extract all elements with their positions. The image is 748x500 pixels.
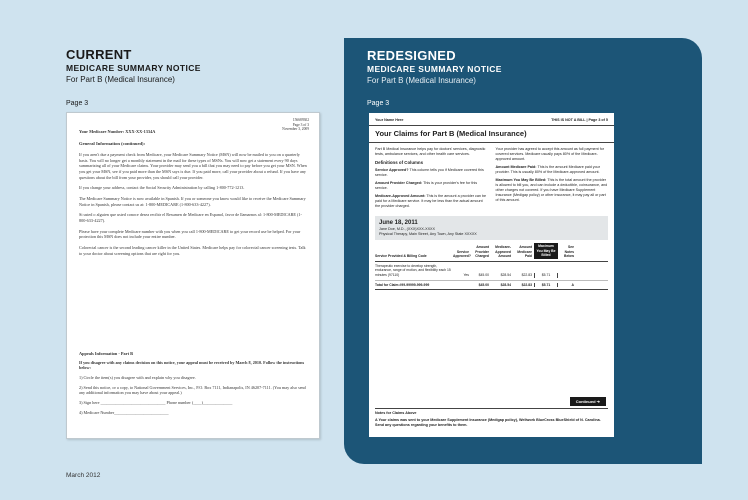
definition: [496, 147, 609, 162]
table-total-row: [375, 281, 608, 291]
table-cell: $5.71: [534, 283, 558, 288]
corner-line: November 3, 2009: [282, 127, 309, 132]
redesigned-subtitle: MEDICARE SUMMARY NOTICE: [367, 64, 502, 74]
definition-term: Maximum You May Be Billed:: [495, 178, 547, 183]
table-cell: $22.83: [521, 282, 532, 287]
footer-date: March 2012: [66, 472, 101, 479]
redesigned-part: For Part B (Medical Insurance): [367, 76, 476, 85]
table-cell: Therapeutic exercise to develop strength, endurance, range of motion, and flexibility each 15 minutes (97110): [375, 263, 451, 277]
appeals-intro: If you disagree with any claims decision on this notice, your appeal must be received by March 8, 2010. Follow the instructions below:: [79, 359, 305, 371]
corner-line: Page 3 of 3: [292, 122, 309, 127]
redesigned-notice-page: [369, 113, 614, 437]
paragraph: The Medicare Summary Notice is now available in Spanish. If you or someone you know would like to receive the Medicare Summary Notice in Spanish, please contact us at: 1-800-MEDICARE (1-800-633-4227).: [79, 196, 306, 207]
definition: [375, 194, 488, 209]
definition-text: This is the amount Medicare paid your provider. This is usually 80% of the Medicare-approved amount.: [495, 165, 600, 175]
notes-heading: Notes for Claims Above: [375, 411, 417, 415]
redesigned-page-label: Page 3: [367, 100, 390, 107]
definition-text: This is the total amount the provider is allowed to bill you, and can include a deductible, coinsurance, and other charges not covered. If you have Medicare Supplement Insurance (Medigap policy) or other insurance, it may pay all or part of this amount.: [495, 178, 608, 202]
paragraph: Colorectal cancer is the second leading cancer killer in the United States. Medicare helps pay for colorectal cancer screening tests. Talk to your doctor about screening options that are right for you.: [79, 245, 306, 256]
definition-text: This column tells you if Medicare covered this service.: [375, 168, 484, 177]
paragraph: Please have your complete Medicare number with you when you call 1-800-MEDICARE to get your record use be helped. For your protection this MSN does not include your entire number.: [79, 228, 301, 240]
claim-header: [375, 216, 608, 240]
column-header: Amount Medicare Paid: [517, 244, 532, 259]
table-cell: Yes: [463, 272, 469, 277]
definition-text: This is your provider's fee for this service.: [375, 180, 478, 190]
claims-table: [375, 240, 608, 290]
page-top-bar: [369, 113, 614, 126]
definition-text: This is the amount a provider can be paid for a Medicare service. It may be less than the actual amount the provider charged.: [375, 193, 487, 208]
corner-line: 156689302: [292, 118, 309, 122]
table-cell: A: [571, 282, 574, 287]
name-placeholder: Your Name Here: [375, 118, 404, 122]
current-page-label: Page 3: [66, 100, 89, 107]
paragraph: If you change your address, contact the Social Security Administration by calling 1-800-772-1213.: [79, 185, 245, 191]
table-cell: $5.71: [534, 273, 558, 278]
current-subtitle: MEDICARE SUMMARY NOTICE: [66, 63, 201, 73]
column-header: See Notes Below: [564, 244, 574, 259]
column-header: Medicare-Approved Amount: [495, 244, 511, 259]
definition: [375, 181, 488, 191]
column-header: Service Approved?: [453, 249, 471, 259]
appeal-step: 4) Medicare Number__________________________: [79, 409, 169, 415]
current-part: For Part B (Medical Insurance): [66, 75, 175, 84]
left-column: [375, 147, 488, 212]
appeals-heading: Appeals Information - Part B: [79, 351, 133, 356]
column-header: Amount Provider Charged: [475, 244, 489, 259]
table-header: [375, 240, 608, 262]
general-info-heading: General Information (continued):: [79, 140, 146, 146]
table-cell: Total for Claim #99-99999-999-999: [375, 282, 430, 287]
definition: [496, 165, 609, 175]
paragraph: If you aren't due a payment check from Medicare, your Medicare Summary Notice (MSN) will now be mailed to you on a quarterly basis. You will no longer get a monthly statement in the mail for these types of MSNs. You will now get a statement every 90 days summarizing all of your Medicare claims. Your provider may send you a bill that you may need to pay before you get your MSN. When you get your MSN, see if you paid more than the MSN says is due. If you paid more, call your provider about a refund. If you have any questions about the bill from your provider, you should call your provider.: [79, 151, 307, 180]
table-row: [375, 262, 608, 281]
current-header: [66, 47, 201, 84]
redesigned-title: REDESIGNED: [367, 48, 456, 63]
claim-provider: Jane Doe, M.D., (XXX)XXX-XXXX: [379, 227, 435, 231]
appeals-section: [79, 351, 307, 416]
table-cell: $22.83: [521, 272, 532, 277]
claim-facility: Physical Therapy, Main Street, Any Town, Any State XXXXX: [379, 231, 477, 236]
current-corner-info: [282, 118, 309, 132]
current-notice-page: [66, 112, 320, 439]
definition-term: Amount Medicare Paid:: [495, 165, 537, 170]
medicare-number: Your Medicare Number: XXX-XX-1334A: [79, 129, 156, 134]
column-header-highlight: Maximum You May Be Billed: [534, 243, 558, 259]
redesigned-header: [367, 48, 502, 85]
notes-section: [375, 408, 608, 428]
claims-heading: Your Claims for Part B (Medical Insurance): [369, 126, 614, 143]
definitions-columns: [369, 143, 614, 214]
column-header: Service Provided & Billing Code: [375, 254, 427, 259]
current-title: CURRENT: [66, 47, 132, 62]
table-cell: $28.54: [500, 272, 511, 277]
definition: [375, 168, 488, 178]
appeal-step: 3) Sign here _______________________________ Phone number (____)______________: [79, 400, 233, 406]
claim-date: June 18, 2011: [379, 219, 418, 226]
definition-term: Medicare-Approved Amount:: [375, 193, 426, 198]
table-cell: $28.54: [500, 282, 511, 287]
continued-tag: Continued ➔: [570, 397, 606, 406]
definition-text: Your provider has agreed to accept this amount as full payment for covered services. Medicare usually pays 80% of the Medicare-approved amount.: [495, 147, 605, 162]
definition: [496, 178, 609, 203]
not-a-bill-label: THIS IS NOT A BILL | Page 3 of 5: [551, 118, 608, 122]
definition-term: Service Approved?: [375, 168, 409, 173]
table-cell: $45.00: [478, 282, 489, 287]
table-cell: $45.00: [478, 272, 489, 277]
definitions-heading: Definitions of Columns: [375, 160, 424, 166]
definition-term: Amount Provider Charged:: [375, 180, 423, 185]
appeal-step: 1) Circle the item(s) you disagree with and explain why you disagree.: [79, 375, 196, 381]
note-a: A Your claims was sent to your Medicare Supplement Insurance (Medigap policy), Wellwork BlueCross BlueShield of N. Carolina. Send any questions regarding your benefits to them.: [375, 417, 601, 427]
right-column: [496, 147, 609, 212]
paragraph: Si usted o alguien que usted conoce desea recibir el Resumen de Medicare en Espanol, favor de llamarnos al: 1-800-MEDICARE (1-800-633-4227).: [79, 212, 302, 224]
appeal-step: 2) Send this notice, or a copy, to National Government Services, Inc., P.O. Box 7111, Indianapolis, IN 46207-7111. (You may also send any additional information you may have about your appeal.): [79, 384, 306, 396]
intro-text: Part B Medical Insurance helps pay for doctors' services, diagnostic tests, ambulance services, and other health care services.: [375, 147, 486, 157]
